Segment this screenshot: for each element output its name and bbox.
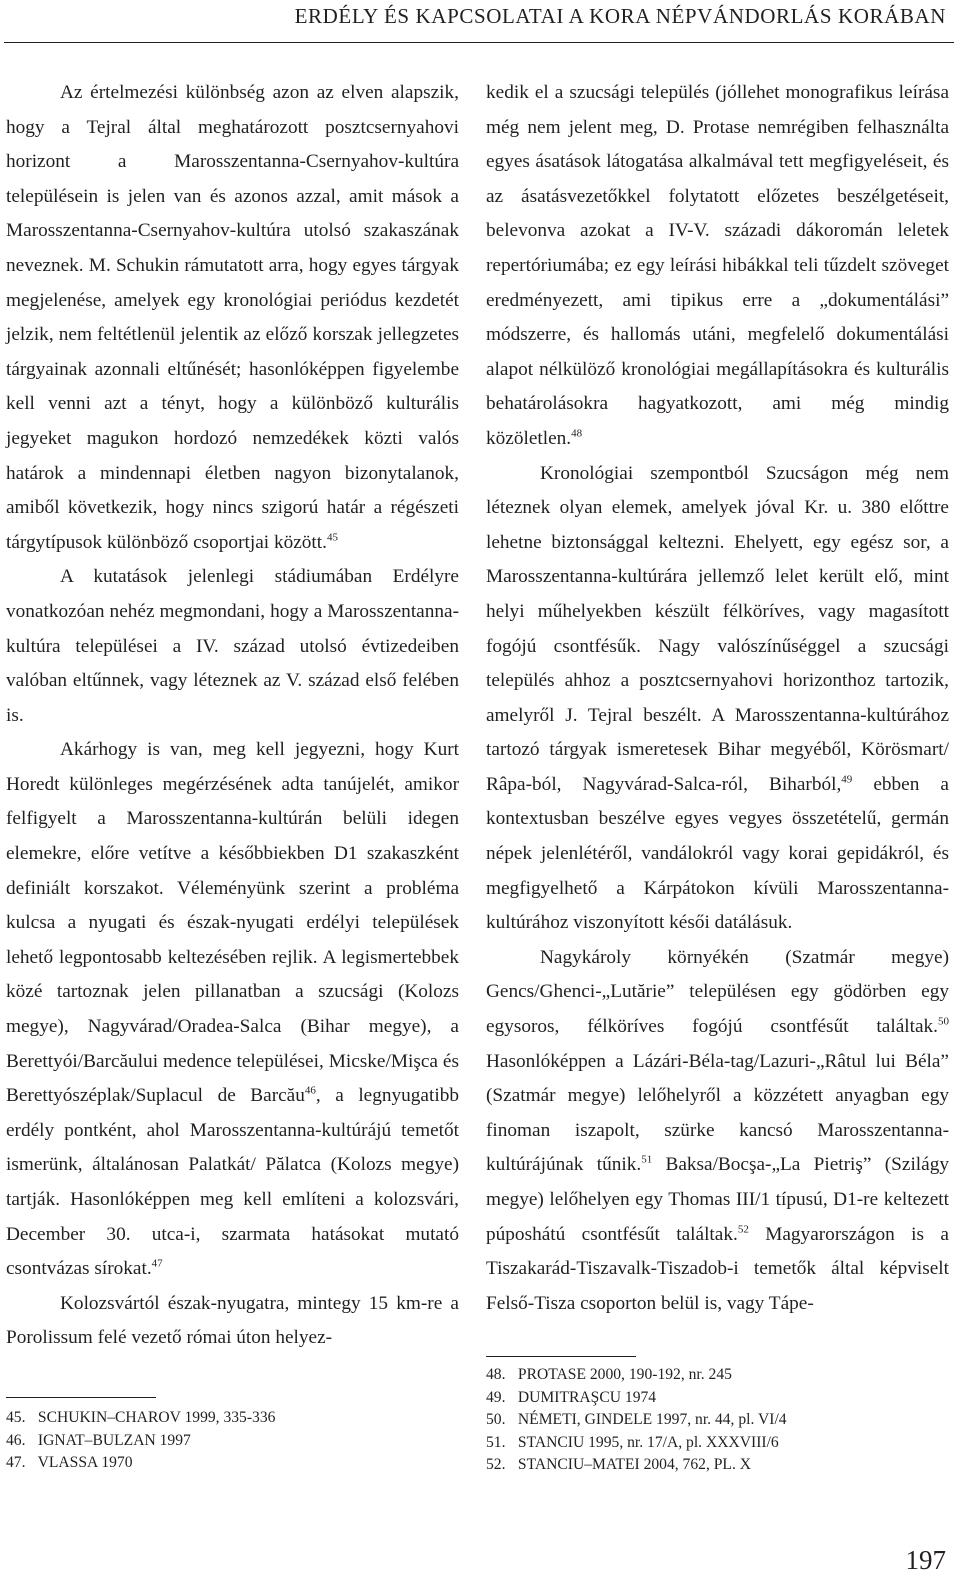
footnote-text: PROTASE 2000, 190-192, nr. 245 (517, 1366, 732, 1383)
footnote-ref-49[interactable]: 49 (841, 773, 853, 786)
paragraph-text: Nagykároly környékén (Szatmár megye) Gencs/Ghenci-„Lutărie” településen egy gödörben egy egysoros, félköríves fogójú csontfésűt találtak. (486, 946, 949, 1038)
left-column (6, 76, 459, 1356)
paragraph-text: , a legnyugatibb erdély pontként, ahol Marosszentanna-kultúrájú temetőt ismerünk, általánosan Palatkát/ Pălatca (Kolozs megye) tartják. Hasonlóképpen meg kell említeni a kolozsvári, December 30. utca-i, szarmata hatásokat mutató csontvázas sírokat. (6, 1085, 459, 1280)
footnotes-right (486, 1364, 787, 1477)
footnote-item (6, 1430, 275, 1453)
paragraph-text: Hasonlóképpen a Lázári-Béla-tag/Lazuri-„Râtul lui Béla” (Szatmár megye) lelőhelyről a közzétett anyagban egy finoman iszapolt, szürke kancsó Marosszentanna-kultúrájúnak tűnik. (486, 1050, 949, 1176)
footnote-item (486, 1387, 787, 1410)
running-head: ERDÉLY ÉS KAPCSOLATAI A KORA NÉPVÁNDORLÁS KORÁBAN (294, 4, 946, 28)
paragraph (486, 76, 949, 457)
footnote-number: 45. (6, 1409, 26, 1426)
footnote-item (486, 1454, 787, 1477)
footnote-item (6, 1452, 275, 1475)
paragraph-text: Az értelmezési különbség azon az elven alapszik, hogy a Tejral által meghatározott posztcsernyahovi horizont a Marosszentanna-Csernyahov-kultúra településein is jelen van és azonos azzal, amit mások a Marosszentanna-Csernyahov-kultúra utolsó szakaszának neveznek. M. Schukin rámutatott arra, hogy egyes tárgyak megjelenése, amelyek egy kronológiai periódus kezdetét jelzik, nem feltétlenül jelentik az előző korszak jellegzetes tárgyainak azonnali eltűnését; hasonlóképpen figyelembe kell venni azt a tényt, hogy a különböző kulturális jegyeket magukon hordozó nemzedékek közti valós határok a mindennapi életben nagyon bizonytalanok, amiből következik, hogy nincs szigorú határ a régészeti tárgytípusok különböző csoportjai között. (6, 82, 459, 553)
footnote-text: SCHUKIN–CHAROV 1999, 335-336 (37, 1409, 276, 1426)
footnote-number: 52. (486, 1456, 506, 1474)
paragraph (6, 76, 459, 560)
footnote-rule (486, 1356, 636, 1357)
paragraph (486, 941, 949, 1322)
footnote-ref-46[interactable]: 46 (304, 1084, 316, 1097)
footnote-item (486, 1364, 787, 1387)
footnote-text: STANCIU–MATEI 2004, 762, PL. X (517, 1456, 751, 1474)
footnote-ref-45[interactable]: 45 (326, 531, 338, 544)
footnote-text: STANCIU 1995, nr. 17/A, pl. XXXVIII/6 (517, 1433, 779, 1451)
footnote-number: 47. (6, 1454, 26, 1472)
footnote-rule (6, 1397, 156, 1398)
paragraph-text: Kronológiai szempontból Szucságon még nem léteznek olyan elemek, amelyek jóval Kr. u. 380 előttre lehetne biztonsággal keltezni. Ehelyett, egy egész sor, a Marosszentanna-kultúrára jellemző lelet került elő, mint helyi műhelyekben készült félköríves, vagy magasított fogójú csontfésűk. Nagy valószínűséggel a szucsági település ahhoz a posztcsernyahovi horizonthoz tartozik, amelyről J. Tejral beszélt. A Marosszentanna-kultúrához tartozó tárgyak ismeretesek Bihar megyéből, Körösmart/ Râpa-ból, Nagyvárad-Salca-ról, Biharból, (486, 462, 949, 795)
footnote-ref-51[interactable]: 51 (641, 1153, 653, 1166)
paragraph (486, 457, 949, 941)
footnote-number: 49. (486, 1388, 506, 1406)
footnote-text: VLASSA 1970 (37, 1454, 133, 1472)
paragraph-text: A kutatások jelenlegi stádiumában Erdélyre vonatkozóan nehéz megmondani, hogy a Marosszentanna-kultúra települései a IV. század utolsó évtizedeiben valóban eltűnnek, vagy léteznek az V. század első felében is. (6, 566, 459, 726)
footnote-text: NÉMETI, GINDELE 1997, nr. 44, pl. VI/4 (517, 1411, 787, 1429)
footnote-ref-50[interactable]: 50 (938, 1015, 949, 1028)
paragraph-text: Baksa/Bocşa-„La Pietriş” (Szilágy megye) lelőhelyen egy Thomas III/1 típusú, D1-re keltezett púposhátú csontfésűt találtak. (486, 1154, 949, 1245)
footnote-item (486, 1432, 787, 1455)
paragraph (6, 733, 459, 1287)
footnote-ref-47[interactable]: 47 (151, 1257, 163, 1270)
paragraph-text: ebben a kontextusban beszélve egyes vegyes összetételű, germán népek jelenlétéről, vandálokról vagy korai gepidákról, és megfigyelhető a Kárpátokon kívüli Marosszentanna-kultúrához viszonyított késői datálásuk. (486, 773, 949, 934)
footnote-number: 46. (6, 1431, 26, 1449)
page-number: 197 (905, 1545, 946, 1575)
footnote-number: 50. (486, 1411, 506, 1429)
footnote-text: IGNAT–BULZAN 1997 (37, 1431, 191, 1449)
footnote-item (6, 1407, 275, 1430)
footnote-text: DUMITRAŞCU 1974 (517, 1388, 657, 1406)
footnotes-left (6, 1407, 275, 1475)
paragraph (6, 1287, 459, 1356)
right-column (486, 76, 949, 1321)
paragraph-text: Akárhogy is van, meg kell jegyezni, hogy Kurt Horedt különleges megérzésének adta tanújelét, amikor felfigyelt a Marosszentanna-kultúrán belüli idegen elemekre, előre vetítve a későbbiekben D1 szakaszként definiált korszakot. Véleményünk szerint a probléma kulcsa a nyugati és észak-nyugati erdélyi települések lehető legpontosabb keltezésében rejlik. A legismertebbek közé tartoznak jelen pillanatban a szucsági (Kolozs megye), Nagyvárad/Oradea-Salca (Bihar megye), a Berettyói/Barcăului medence települései, Micske/Mişca és Berettyószéplak/Suplacul de Barcău (6, 739, 459, 1107)
footnote-ref-52[interactable]: 52 (737, 1223, 749, 1236)
footnote-number: 51. (486, 1433, 506, 1451)
footnote-item (486, 1409, 787, 1432)
header-rule (4, 42, 954, 43)
paragraph (6, 560, 459, 733)
footnote-number: 48. (486, 1366, 506, 1383)
paragraph-text: Kolozsvártól észak-nyugatra, mintegy 15 km-re a Porolissum felé vezető római úton helyez- (6, 1292, 459, 1349)
paragraph-text: Magyarországon is a Tiszakarád-Tiszavalk-Tiszadob-i temetők által képviselt Felső-Tisza csoporton belül is, vagy Tápe- (486, 1223, 949, 1314)
footnote-ref-48[interactable]: 48 (571, 427, 583, 440)
paragraph-text: kedik el a szucsági település (jóllehet monografikus leírása még nem jelent meg, D. Protase nemrégiben felhasználta egyes ásatások látogatása alkalmával tett megfigyeléseit, és az ásatásvezetőkkel folytatott előzetes beszélgetéseit, belevonva azokat a IV-V. századi dákoromán leletek repertóriumába; ez egy leírási hibákkal teli tűzdelt szöveget eredményezett, ami tipikus erre a „dokumentálási” módszerre, és hallomás utáni, megfelelő dokumentálási alapot nélkülöző kronológiai megállapításokra és kulturális behatárolásokra hagyatkozott, ami még mindig közöletlen. (486, 82, 949, 449)
